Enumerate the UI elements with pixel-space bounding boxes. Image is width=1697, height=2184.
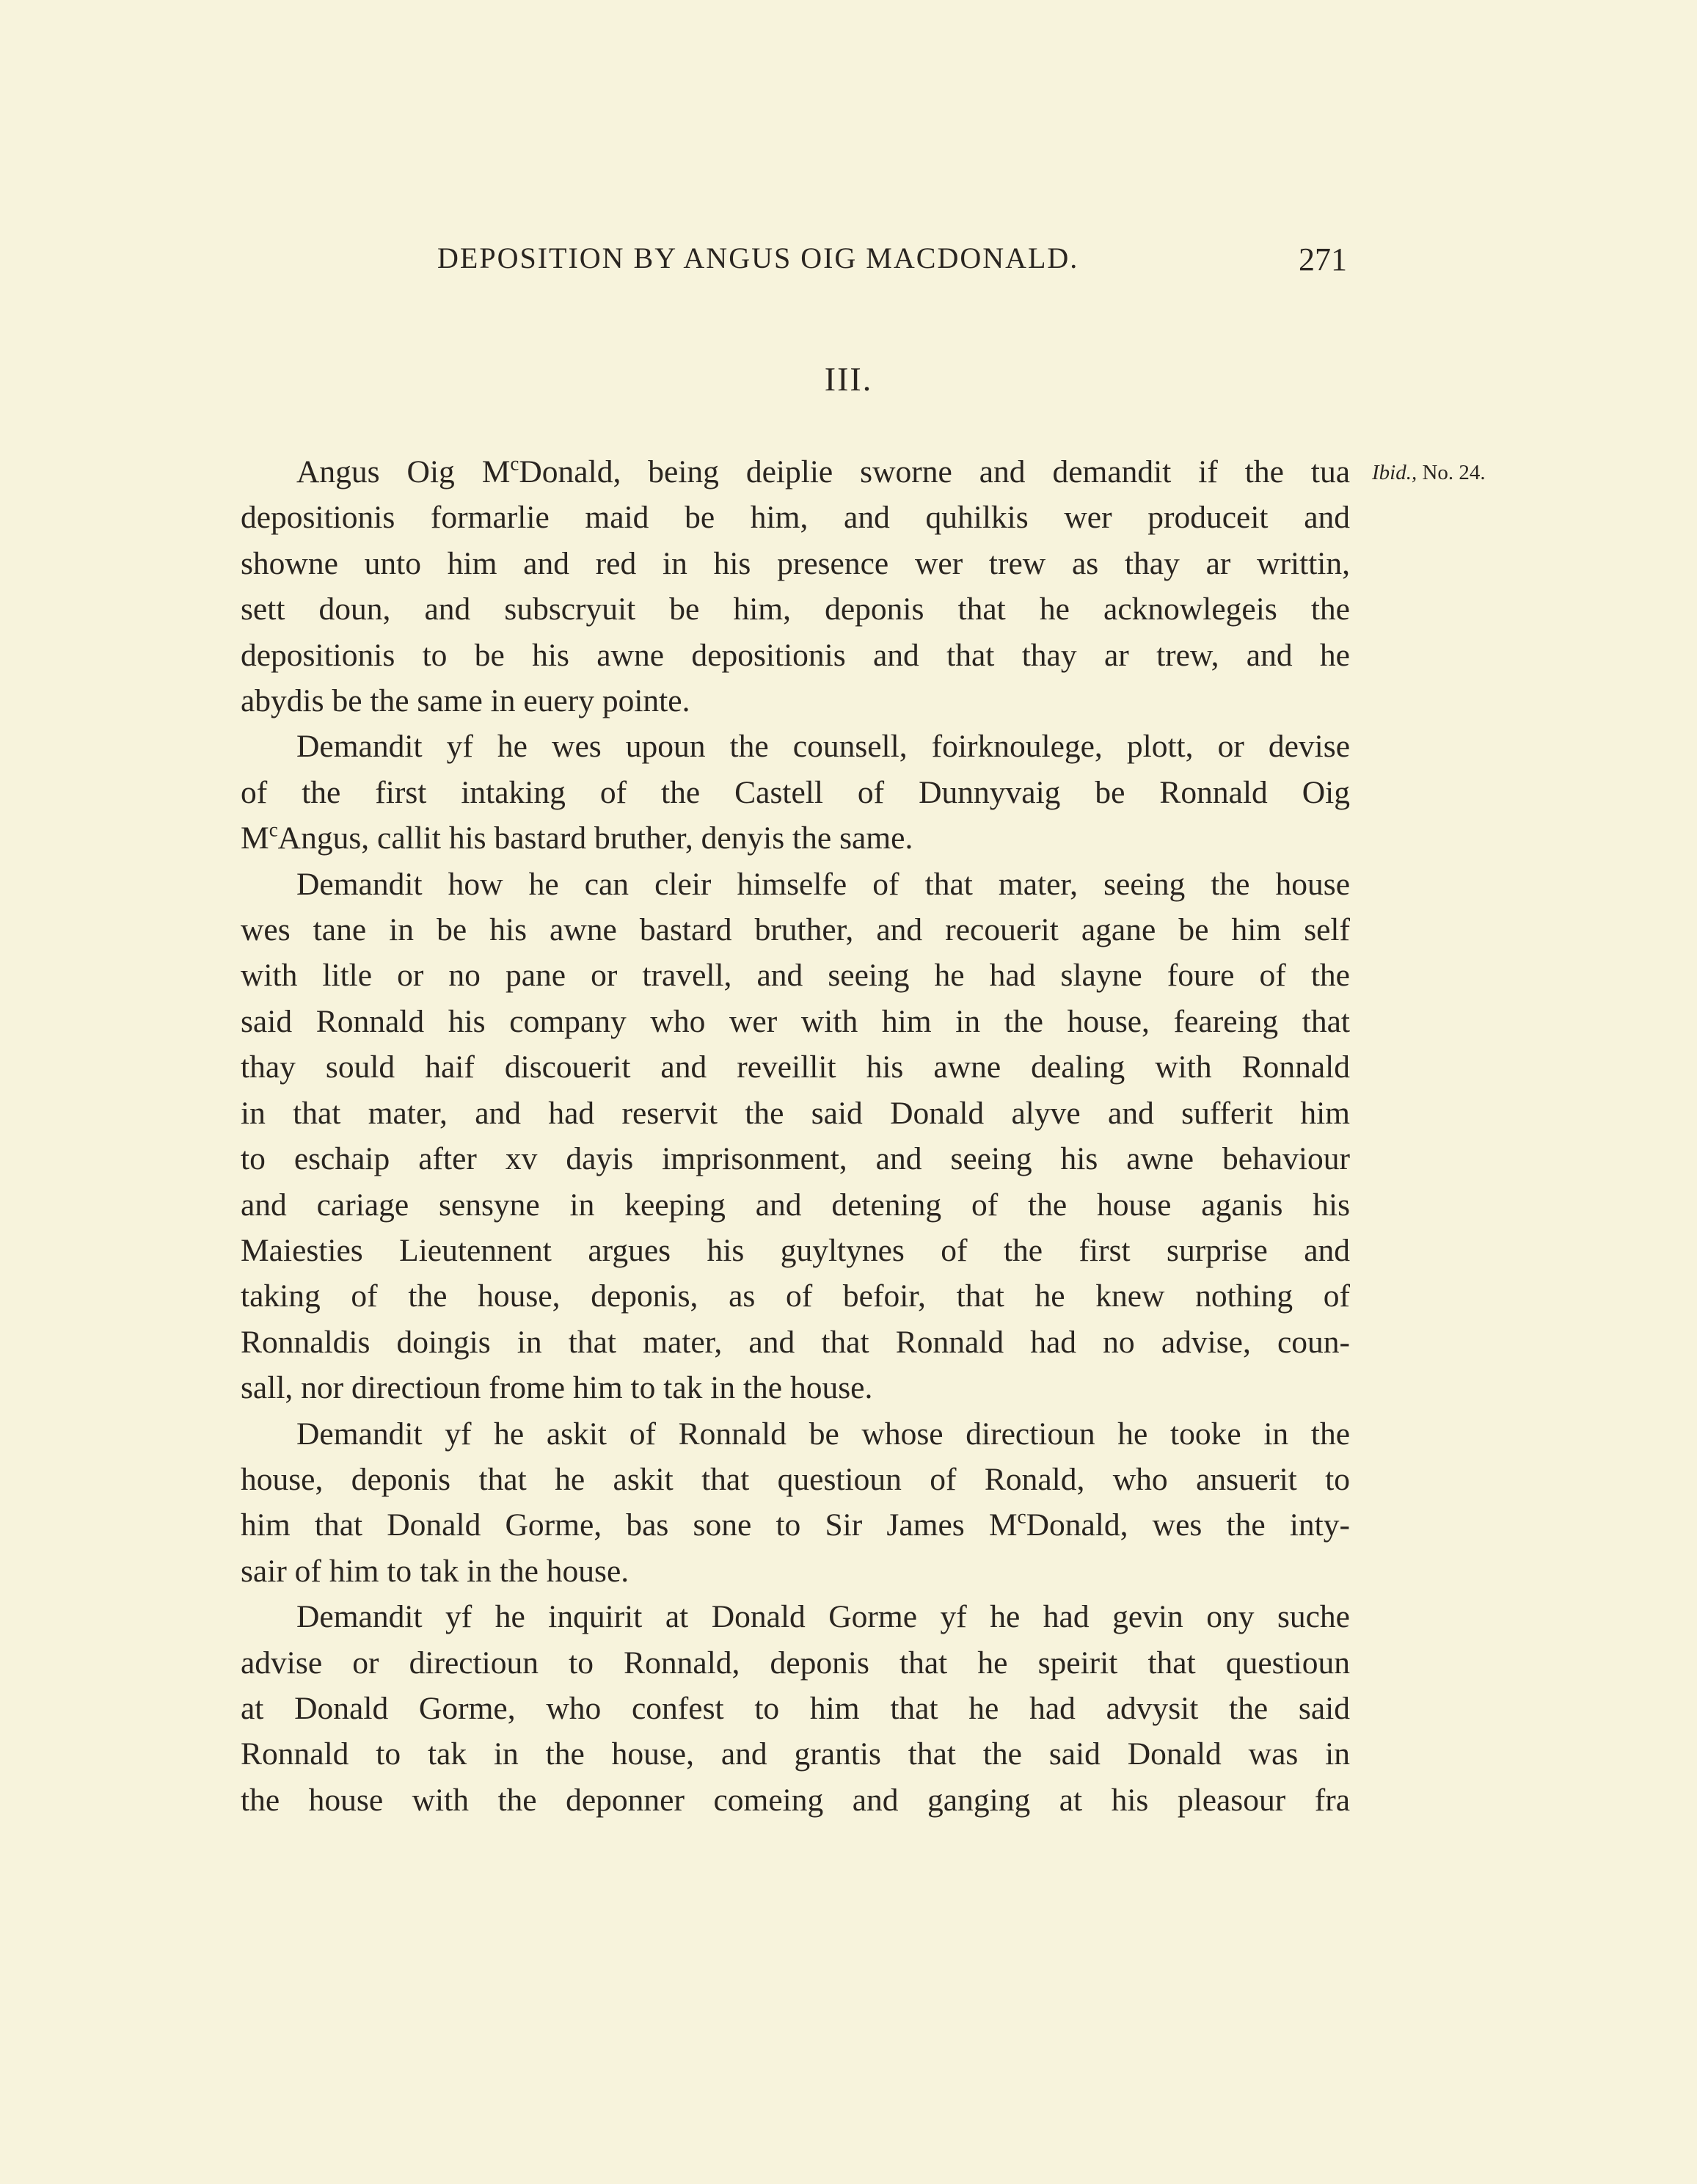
text-line xyxy=(241,907,1350,953)
text-line xyxy=(241,586,1350,632)
text-line xyxy=(241,1411,1350,1457)
text-segment: the house with the deponner comeing and ganging at his pleasour fra xyxy=(241,1782,1350,1818)
text-segment: in that mater, and had reservit the said Donald alyve and sufferit him xyxy=(241,1095,1350,1131)
text-segment: depositionis formarlie maid be him, and quhilkis wer produceit and xyxy=(241,500,1350,536)
text-segment: Demandit yf he inquirit at Donald Gorme yf he had gevin ony suche xyxy=(296,1599,1350,1635)
text-segment: Ronnaldis doingis in that mater, and that Ronnald had no advise, coun- xyxy=(241,1324,1350,1360)
text-segment: of the first intaking of the Castell of Dunnyvaig be Ronnald Oig xyxy=(241,774,1350,810)
text-segment: Demandit how he can cleir himselfe of that mater, seeing the house xyxy=(296,866,1350,902)
text-segment: showne unto him and red in his presence wer trew as thay ar writtin, xyxy=(241,545,1350,581)
text-line xyxy=(241,1502,1350,1548)
text-segment: depositionis to be his awne depositionis and that thay ar trew, and he xyxy=(241,637,1350,673)
marginal-note-ref: No. 24. xyxy=(1422,461,1486,484)
text-line xyxy=(241,770,1350,815)
paragraph xyxy=(241,1411,1350,1595)
text-segment: taking of the house, deponis, as of befoir, that he knew nothing of xyxy=(241,1278,1350,1314)
marginal-note xyxy=(1372,461,1486,485)
page-number: 271 xyxy=(1299,241,1347,277)
text-segment: to eschaip after xv dayis imprisonment, and seeing his awne behaviour xyxy=(241,1141,1350,1177)
text-segment: him that Donald Gorme, bas sone to Sir James M xyxy=(241,1507,1018,1543)
text-segment: M xyxy=(241,820,269,856)
text-segment: sall, nor directioun frome him to tak in the house. xyxy=(241,1370,873,1406)
text-line xyxy=(241,541,1350,586)
text-line xyxy=(241,1273,1350,1319)
text-line xyxy=(241,1594,1350,1639)
text-line xyxy=(241,1640,1350,1686)
text-line xyxy=(241,1548,1350,1594)
text-line xyxy=(241,1365,1350,1410)
text-segment: Maiesties Lieutennent argues his guyltynes of the first surprise and xyxy=(241,1232,1350,1268)
text-segment: Demandit yf he wes upoun the counsell, foirknoulege, plott, or devise xyxy=(296,729,1350,765)
running-head xyxy=(437,241,1347,285)
text-line xyxy=(241,449,1350,495)
text-segment: abydis be the same in euery pointe. xyxy=(241,683,690,719)
text-segment: Donald, wes the inty- xyxy=(1026,1507,1350,1543)
text-line xyxy=(241,1044,1350,1090)
paragraph xyxy=(241,862,1350,1411)
text-segment: sett doun, and subscryuit be him, deponis that he acknowlegeis the xyxy=(241,592,1350,627)
text-line xyxy=(241,815,1350,861)
running-title: DEPOSITION BY ANGUS OIG MACDONALD. xyxy=(437,241,1079,274)
text-line xyxy=(241,495,1350,540)
text-line xyxy=(241,1686,1350,1731)
paragraph xyxy=(241,449,1350,724)
text-line xyxy=(241,1457,1350,1502)
text-line xyxy=(241,1136,1350,1182)
text-line xyxy=(241,953,1350,998)
section-heading: III. xyxy=(824,360,873,398)
text-segment: Ronnald to tak in the house, and grantis that the said Donald was in xyxy=(241,1736,1350,1772)
text-segment: Angus, callit his bastard bruther, denyis the same. xyxy=(277,820,913,856)
text-segment: thay sould haif discouerit and reveillit his awne dealing with Ronnald xyxy=(241,1049,1350,1085)
body-text xyxy=(241,449,1350,1823)
text-line xyxy=(241,1182,1350,1228)
text-line xyxy=(241,633,1350,678)
text-line xyxy=(241,1228,1350,1273)
text-segment: said Ronnald his company who wer with him in the house, feareing that xyxy=(241,1003,1350,1039)
text-line xyxy=(241,999,1350,1044)
text-line xyxy=(241,1731,1350,1777)
superscript: c xyxy=(1017,1505,1026,1528)
text-segment: advise or directioun to Ronnald, deponis that he speirit that questioun xyxy=(241,1645,1350,1681)
text-line xyxy=(241,1320,1350,1365)
superscript: c xyxy=(269,818,278,841)
text-line xyxy=(241,724,1350,769)
text-segment: with litle or no pane or travell, and seeing he had slayne foure of the xyxy=(241,958,1350,994)
text-segment: Angus Oig M xyxy=(296,454,511,489)
paragraph xyxy=(241,724,1350,861)
text-line xyxy=(241,1091,1350,1136)
text-segment: at Donald Gorme, who confest to him that he had advysit the said xyxy=(241,1690,1350,1726)
text-line xyxy=(241,678,1350,724)
paragraph xyxy=(241,1594,1350,1823)
text-segment: and cariage sensyne in keeping and detening of the house aganis his xyxy=(241,1187,1350,1223)
marginal-note-ibid: Ibid., xyxy=(1372,461,1417,484)
text-line xyxy=(241,1777,1350,1823)
text-segment: house, deponis that he askit that questioun of Ronald, who ansuerit to xyxy=(241,1461,1350,1497)
text-segment: Demandit yf he askit of Ronnald be whose directioun he tooke in the xyxy=(296,1416,1350,1452)
text-segment: sair of him to tak in the house. xyxy=(241,1553,629,1589)
text-line xyxy=(241,862,1350,907)
superscript: c xyxy=(510,452,519,475)
text-segment: wes tane in be his awne bastard bruther, and recouerit agane be him self xyxy=(241,912,1350,948)
text-segment: Donald, being deiplie sworne and demandit if the tua xyxy=(519,454,1350,489)
